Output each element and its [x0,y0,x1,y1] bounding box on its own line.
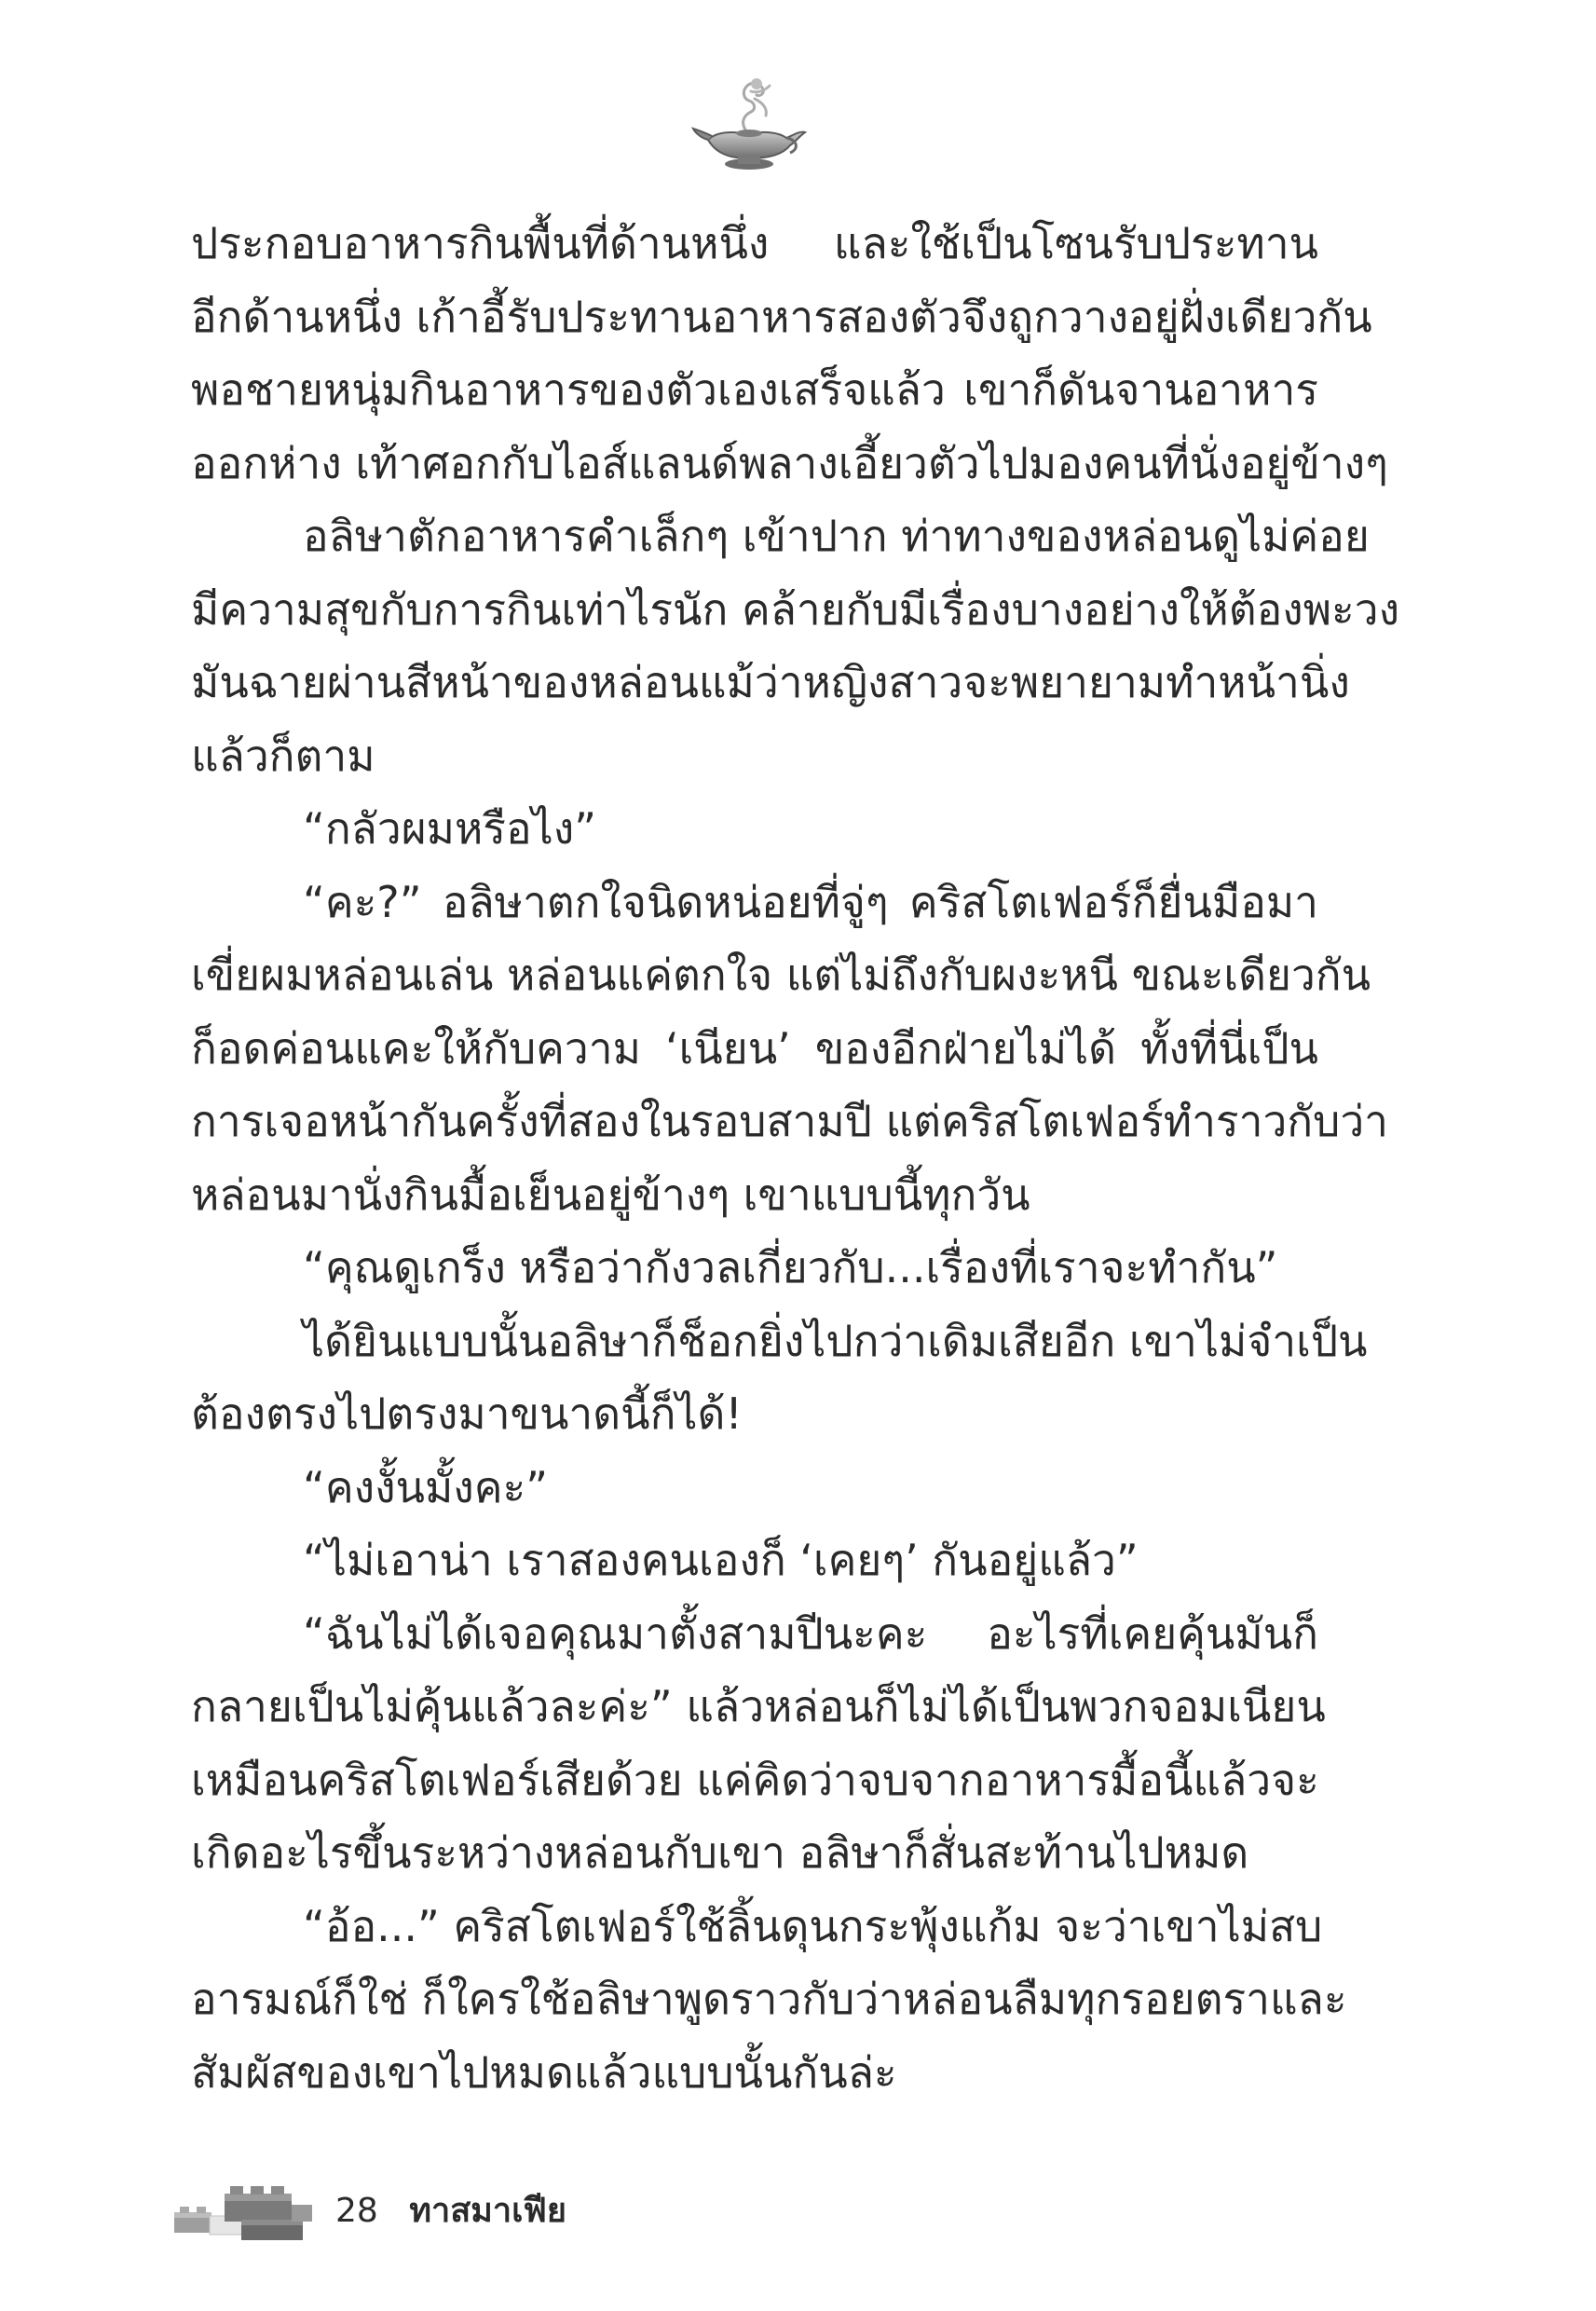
text-line: ได้ยินแบบนั้นอลิษาก็ช็อกยิ่งไปกว่าเดิมเสียอีก เขาไม่จำเป็น [303,1315,1368,1366]
text-line: ออกห่าง เท้าศอกกับไอส์แลนด์พลางเอี้ยวตัวไปมองคนที่นั่งอยู่ข้างๆ [191,437,1388,488]
book-title: ทาสมาเฟีย [409,2192,567,2230]
text-line: หล่อนมานั่งกินมื้อเย็นอยู่ข้างๆ เขาแบบนี้ทุกวัน [191,1169,1030,1220]
footer-text [335,2188,566,2235]
text-line: แล้วก็ตาม [191,730,375,781]
text-line: พอชายหนุ่มกินอาหารของตัวเองเสร็จแล้ว เขาก็ดันจานอาหาร [191,364,1318,415]
text-line: ประกอบอาหารกินพื้นที่ด้านหนึ่ง และใช้เป็นโซนรับประทาน [191,218,1318,268]
page-footer [172,2181,825,2246]
text-line: สัมผัสของเขาไปหมดแล้วแบบนั้นกันล่ะ [191,2046,897,2098]
text-line: “ไม่เอาน่า เราสองคนเองก็ ‘เคยๆ’ กันอยู่แล้ว” [303,1535,1139,1585]
text-line: เหมือนคริสโตเฟอร์เสียด้วย แค่คิดว่าจบจากอาหารมื้อนี้แล้วจะ [191,1754,1319,1805]
body-text [191,207,1400,2109]
text-line: การเจอหน้ากันครั้งที่สองในรอบสามปี แต่คริสโตเฟอร์ทำราวกับว่า [191,1096,1389,1146]
page-number: 28 [335,2192,378,2230]
text-line: อลิษาตักอาหารคำเล็กๆ เข้าปาก ท่าทางของหล่อนดูไม่ค่อย [303,511,1370,561]
text-line: “กลัวผมหรือไง” [303,803,597,854]
text-line: กลายเป็นไม่คุ้นแล้วละค่ะ” แล้วหล่อนก็ไม่ได้เป็นพวกจอมเนียน [191,1681,1326,1731]
text-line: “คงงั้นมั้งคะ” [303,1461,549,1512]
text-line: เขี่ยผมหล่อนเล่น หล่อนแค่ตกใจ แต่ไม่ถึงกับผงะหนี ขณะเดียวกัน [191,950,1371,1000]
text-line: ก็อดค่อนแคะให้กับความ ‘เนียน’ ของอีกฝ่ายไม่ได้ ทั้งที่นี่เป็น [191,1022,1318,1073]
text-line: “คะ?” อลิษาตกใจนิดหน่อยที่จู่ๆ คริสโตเฟอร์ก็ยื่นมือมา [303,876,1318,927]
text-line: อารมณ์ก็ใช่ ก็ใครใช้อลิษาพูดราวกับว่าหล่อนลืมทุกรอยตราและ [191,1974,1347,2024]
text-line: “อ้อ...” คริสโตเฟอร์ใช้ลิ้นดุนกระพุ้งแก้ม จะว่าเขาไม่สบ [303,1900,1323,1951]
toy-bricks-icon [172,2181,317,2246]
text-line: “คุณดูเกร็ง หรือว่ากังวลเกี่ยวกับ...เรื่องที่เราจะทำกัน” [303,1242,1278,1292]
text-line: อีกด้านหนึ่ง เก้าอี้รับประทานอาหารสองตัวจึงถูกวางอยู่ฝั่งเดียวกัน [191,291,1372,342]
genie-lamp-icon [689,75,811,177]
text-line: มีความสุขกับการกินเท่าไรนัก คล้ายกับมีเรื่องบางอย่างให้ต้องพะวง [191,583,1400,635]
text-line: เกิดอะไรขึ้นระหว่างหล่อนกับเขา อลิษาก็สั่นสะท้านไปหมด [191,1827,1249,1878]
text-line: มันฉายผ่านสีหน้าของหล่อนแม้ว่าหญิงสาวจะพยายามทำหน้านิ่ง [191,657,1350,707]
text-line: ต้องตรงไปตรงมาขนาดนี้ก็ได้! [191,1388,743,1439]
text-line: “ฉันไม่ได้เจอคุณมาตั้งสามปีนะคะ อะไรที่เคยคุ้นมันก็ [303,1607,1318,1659]
